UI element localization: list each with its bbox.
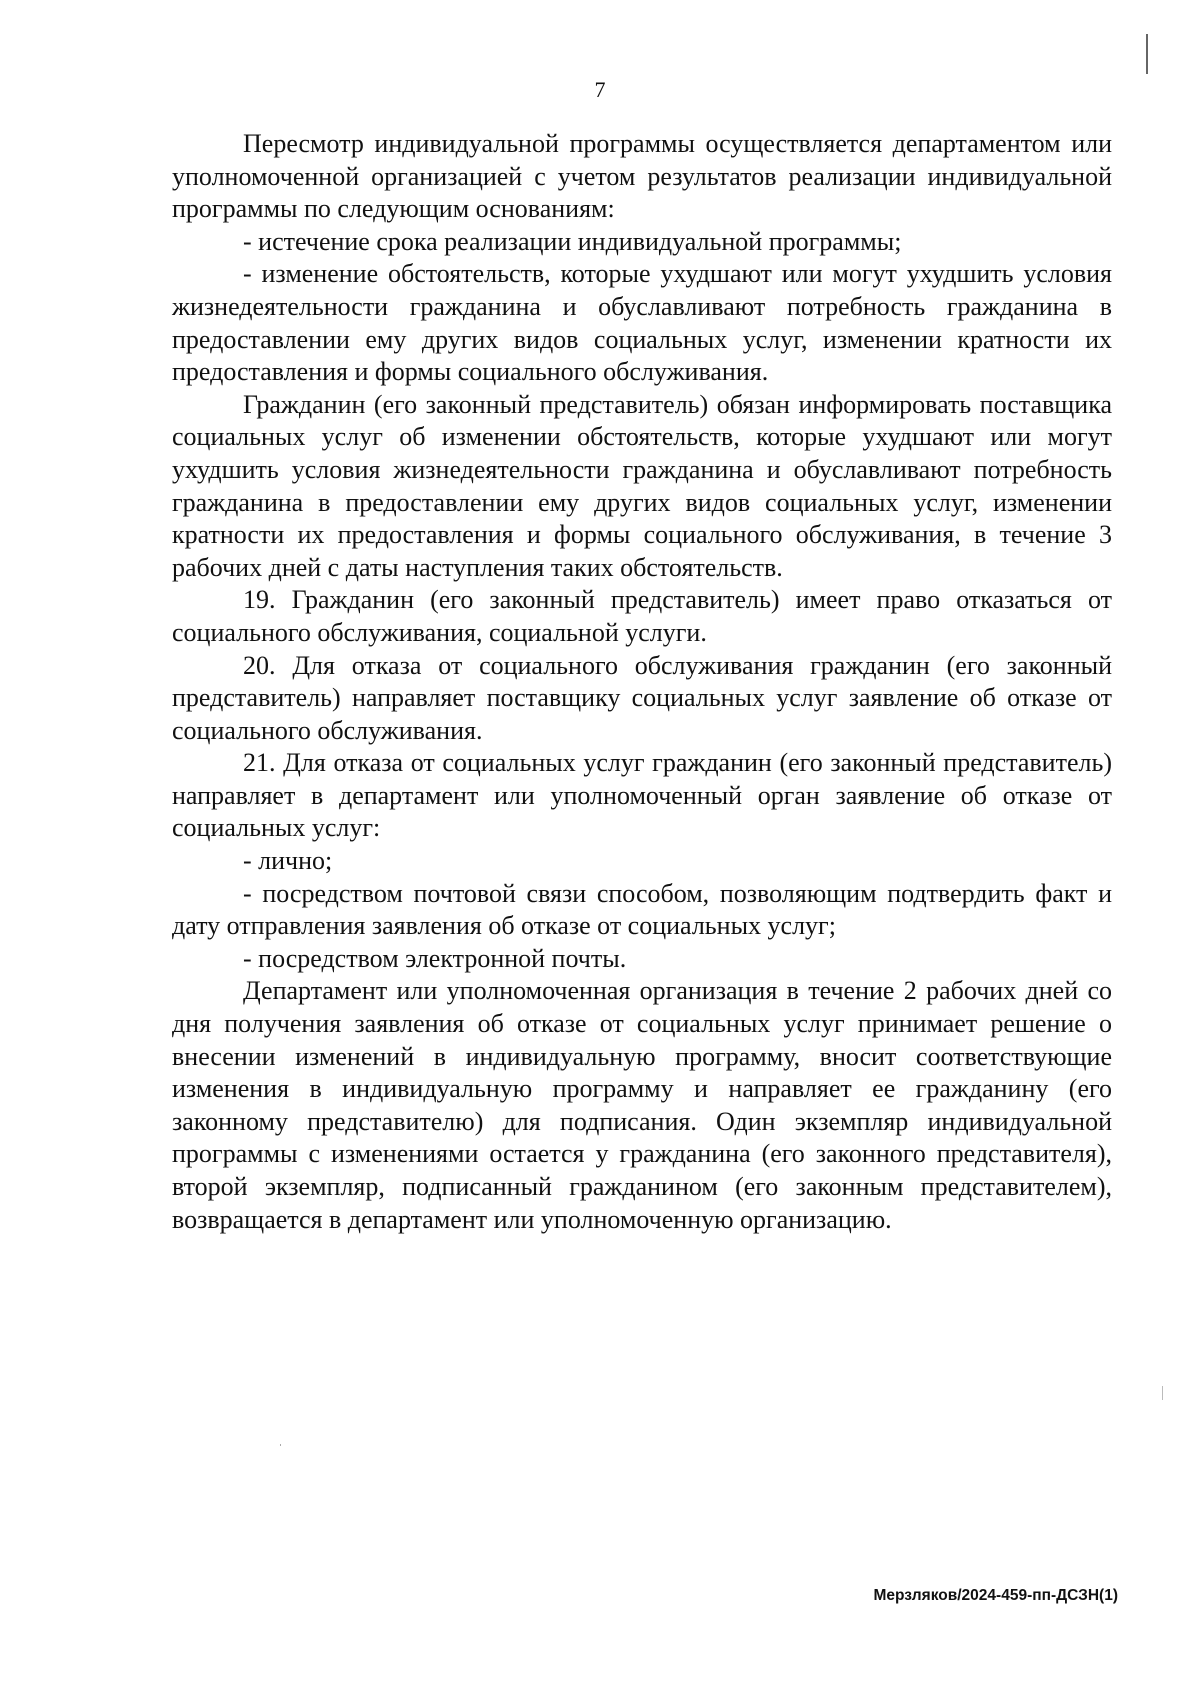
clause-19: 19. Гражданин (его законный представитель) имеет право отказаться от социального обслуживания, социальной услуги.	[172, 585, 1112, 647]
paragraph-department-decision: Департамент или уполномоченная организация в течение 2 рабочих дней со дня получения заявления об отказе от социальных услуг принимает решение о внесении изменений в индивидуальную программу, вносит соответствующие изменения в индивидуальную программу и направляет ее гражданину (его законному представителю) для подписания. Один экземпляр индивидуальной программы с изменениями остается у гражданина (его законного представителя), второй экземпляр, подписанный гражданином (его законным представителем), возвращается в департамент или уполномоченную организацию.	[172, 976, 1112, 1234]
list-item-email: - посредством электронной почты.	[243, 943, 627, 973]
list-item-postal: - посредством почтовой связи способом, позволяющим подтвердить факт и дату отправления заявления об отказе от социальных услуг;	[172, 878, 1112, 941]
clause-20: 20. Для отказа от социального обслуживания гражданин (его законный представитель) направляет поставщику социальных услуг заявление об отказе от социального обслуживания.	[172, 650, 1112, 745]
list-item-in-person: - лично;	[243, 846, 333, 876]
paragraph-revision-grounds: Пересмотр индивидуальной программы осуществляется департаментом или уполномоченной организацией с учетом результатов реализации индивидуальной программы по следующим основаниям:	[172, 129, 1112, 224]
paragraph-obligation-to-inform: Гражданин (его законный представитель) обязан информировать поставщика социальных услуг об изменении обстоятельств, которые ухудшают или могут ухудшить условия жизнедеятельности гражданина и обуславливают потребность гражданина в предоставлении ему других видов социальных услуг, изменении кратности их предоставления и формы социального обслуживания, в течение 3 рабочих дней с даты наступления таких обстоятельств.	[172, 389, 1112, 582]
clause-21: 21. Для отказа от социальных услуг гражданин (его законный представитель) направляет в департамент или уполномоченный орган заявление об отказе от социальных услуг:	[172, 748, 1112, 843]
document-body	[172, 128, 1112, 1236]
list-item-term-expiry: - истечение срока реализации индивидуальной программы;	[243, 226, 902, 256]
scan-edge-mark	[1162, 1386, 1163, 1400]
list-item-circumstance-change: - изменение обстоятельств, которые ухудшают или могут ухудшить условия жизнедеятельности гражданина и обуславливают потребность гражданина в предоставлении ему других видов социальных услуг, изменении кратности их предоставления и формы социального обслуживания.	[172, 259, 1112, 387]
scan-artifact	[280, 1444, 281, 1446]
page-number: 7	[594, 77, 606, 102]
scan-edge-mark	[1146, 34, 1148, 74]
document-footer-id: Мерзляков/2024-459-пп-ДСЗН(1)	[873, 1587, 1118, 1604]
